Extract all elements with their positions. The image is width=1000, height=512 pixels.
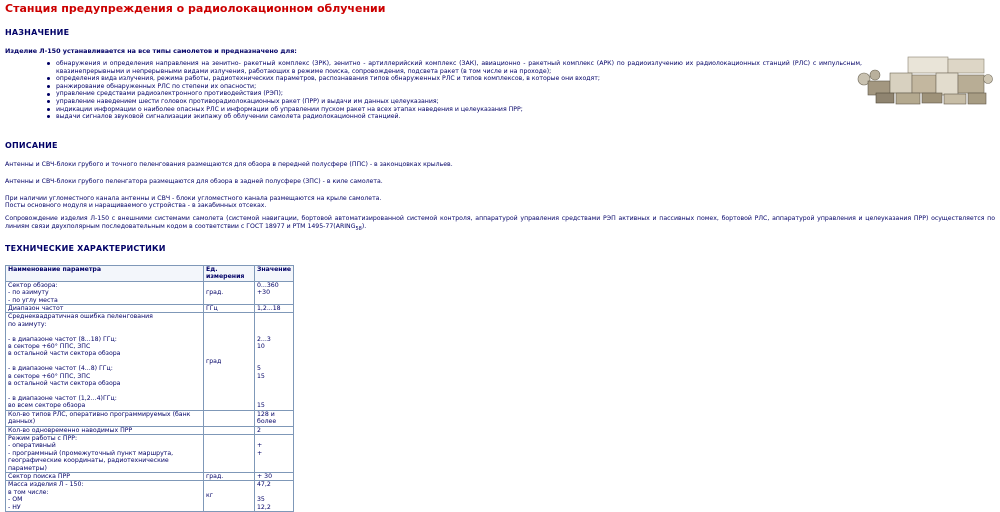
unit-cell: град. [204,281,255,304]
param-cell: Сектор поиска ПРР [6,472,204,480]
purpose-lead: Изделие Л-150 устанавливается на все типы самолетов и предназначено для: [5,47,297,55]
specs-table [5,265,294,512]
value-cell: + + [255,434,294,472]
unit-cell: ГГц [204,305,255,313]
value-cell: 128 и более [255,410,294,426]
unit-cell: град. [204,472,255,480]
table-row [6,305,294,313]
table-row [6,472,294,480]
interfaces-text: Сопровождение изделия Л-150 с внешними системами самолета (системой навигации, бортовой автоматизированной системой контроля, аппаратурой управления средствами РЭП активных и пассивных помех, бортовой РЛС, аппаратурой управления и целеуказания ПРР) осуществляется по линиям связи двухполярным последовательным кодом в соответствии с ГОСТ 18977 и РТМ 1495-77(ARING [5,215,995,230]
list-item: управление средствами радиоэлектронного противодействия (РЭП); [56,90,862,98]
list-item: выдачи сигналов звуковой сигнализации экипажу об облучении самолета радиолокационной станцией. [56,113,862,121]
page-title: Станция предупреждения о радиолокационном облучении [5,2,386,15]
arinc-subscript: 58 [355,226,362,233]
param-cell: Диапазон частот [6,305,204,313]
param-cell: Среднеквадратичная ошибка пеленгования по азимуту: - в диапазоне частот (8...18) ГГц: в секторе +60° ППС, ЗПС в остальной части сектора обзора - в диапазоне частот (4...8) ГГц: в секторе +60° ППС, ЗПС в остальной части сектора обзора - в диапазоне частот (1,2...4)ГГц: во всем секторе обзора [6,313,204,410]
table-row [6,426,294,434]
table-row [6,281,294,304]
unit-cell: град [204,313,255,410]
list-item: индикации информации о наиболее опасных РЛС и информации об управлении пуском ракет на всех этапах наведения и целеуказания ПРР; [56,106,862,114]
param-cell: Сектор обзора: - по азимуту - по углу места [6,281,204,304]
list-item: обнаружения и определения направления на зенитно- ракетный комплекс (ЗРК), зенитно - артиллерийский комплекс (ЗАК), авиационно - ракетный комплекс (АРК) по радиоизлучению их радиолокационных станций (РЛС) с импульсным, квазинепрерывными и непрерывными видами излучения, работающих в режиме поиска, сопровождения, подсвета ракет (в том числе и на проходе); [56,60,862,75]
column-header: Наименование параметра [6,266,204,282]
table-row [6,410,294,426]
purpose-list [46,60,862,121]
value-cell: 47,2 35 12,2 [255,481,294,512]
description-paragraph: При наличии угломестного канала антенны и СВЧ - блоки угломестного канала размещаются на крыле самолета. [5,195,382,202]
unit-cell [204,434,255,472]
list-item: ранжирование обнаруженных РЛС по степени их опасности; [56,83,862,91]
column-header: Значение [255,266,294,282]
table-header-row [6,266,294,282]
unit-cell [204,426,255,434]
table-row [6,313,294,410]
param-cell: Кол-во типов РЛС, оперативно программируемых (банк данных) [6,410,204,426]
param-cell: Режим работы с ПРР: - оперативный - программный (промежуточный пункт маршрута, географические координаты, радиотехнические параметры) [6,434,204,472]
value-cell: 2 [255,426,294,434]
value-cell: 1,2...18 [255,305,294,313]
param-cell: Кол-во одновременно наводимых ПРР [6,426,204,434]
table-row [6,434,294,472]
section-heading-description: ОПИСАНИЕ [5,141,58,150]
list-item: определения вида излучения, режима работы, радиотехнических параметров, распознавания типов обнаруженных РЛС и типов комплексов, в которые они входят; [56,75,862,83]
table-row [6,481,294,512]
description-paragraph: Антенны и СВЧ-блоки грубого и точного пеленгования размещаются для обзора в передней полусфере (ППС) - в законцовках крыльев. [5,161,453,168]
section-heading-specs: ТЕХНИЧЕСКИЕ ХАРАКТЕРИСТИКИ [5,244,166,253]
description-paragraph: Посты основного модуля и наращиваемого устройства - в закабинных отсеках. [5,202,267,209]
description-paragraph: Антенны и СВЧ-блоки грубого пеленгатора размещаются для обзора в задней полусфере (ЗПС) - в киле самолета. [5,178,383,185]
section-heading-purpose: НАЗНАЧЕНИЕ [5,28,70,37]
value-cell: 2...3 10 5 15 15 [255,313,294,410]
param-cell: Масса изделия Л - 150: в том числе: - ОМ - НУ [6,481,204,512]
list-item: управление наведением шести головок противорадиолокационных ракет (ПРР) и выдачи им данных целеуказания; [56,98,862,106]
column-header: Ед. измерения [204,266,255,282]
unit-cell [204,410,255,426]
value-cell: 0...360 +30 [255,281,294,304]
description-paragraph-interfaces [5,215,995,233]
value-cell: + 30 [255,472,294,480]
unit-cell: кг [204,481,255,512]
equipment-photo [856,55,994,107]
interfaces-text-end: ). [361,223,367,230]
